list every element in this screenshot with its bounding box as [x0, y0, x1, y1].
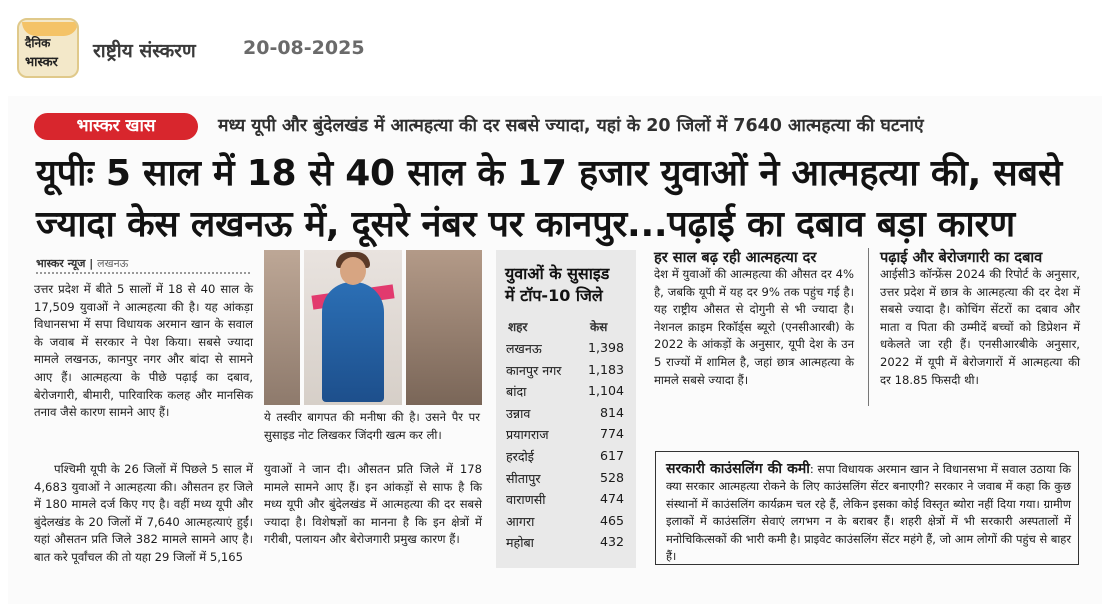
photo-person-face — [340, 257, 366, 285]
table-cell-city: हरदोई — [506, 449, 534, 464]
table-cell-city: आगरा — [506, 513, 535, 529]
headline-line1: यूपीः 5 साल में 18 से 40 साल के 17 हजार युवाओं ने आत्महत्या की, सबसे — [36, 153, 1063, 194]
byline: भास्कर न्यूज | लखनऊ — [36, 257, 129, 270]
table-title — [505, 263, 609, 307]
column-divider — [868, 248, 869, 406]
photo-right — [406, 250, 482, 405]
table-cell-cases: 617 — [599, 448, 624, 463]
table-cell-cases: 814 — [599, 404, 624, 420]
table-row — [504, 362, 630, 382]
table-cell-city: वाराणसी — [506, 492, 546, 508]
logo-line2: भास्कर — [25, 55, 58, 70]
logo-line1: दैनिक — [25, 36, 51, 50]
section-badge: भास्कर खास — [34, 113, 198, 140]
dotted-divider — [36, 272, 251, 274]
table-cell-cases: 1,183 — [587, 361, 624, 377]
table-cell-cases: 1,398 — [587, 340, 624, 355]
table-cell-cases: 1,104 — [587, 383, 624, 399]
photo-person-figure — [322, 282, 384, 402]
table-cell-cases: 774 — [599, 426, 624, 442]
table-row — [504, 534, 630, 554]
subheading-rate: हर साल बढ़ रही आत्महत्या दर — [654, 249, 817, 266]
photo-left — [264, 250, 300, 405]
counselling-title: सरकारी काउंसलिंग की कमी — [666, 461, 810, 477]
table-cell-city: प्रयागराज — [506, 427, 549, 443]
table-cell-city: महोबा — [506, 535, 534, 551]
subheading-pressure: पढ़ाई और बेरोजगारी का दबाव — [880, 249, 1043, 266]
headline-line2: ज्यादा केस लखनऊ में, दूसरे नंबर पर कानपुर...पढ़ाई का दबाव बड़ा कारण — [36, 204, 1015, 245]
body-column-3: देश में युवाओं की आत्महत्या की औसत दर 4% है, जबकि यूपी में यह दर 9% तक पहुंच गई है। यह राष्ट्रीय औसत से दोगुनी से भी ज्यादा है। नेशनल क्राइम रिकॉर्ड्स ब्यूरो (एनसीआरबी) के 2022 के आंकड़ों के अनुसार, यूपी देश के उन 5 राज्यों में शामिल है, जहां छात्र आत्महत्या के मामले सबसे ज्यादा हैं। — [654, 267, 854, 387]
table-cell-city: बांदा — [506, 384, 527, 400]
table-cell-city: उन्नाव — [506, 405, 531, 421]
body-column-2: युवाओं ने जान दी। औसतन प्रति जिले में 178 मामले सामने आए हैं। इन आंकड़ों से साफ है कि मध्य यूपी और बुंदेलखंड में आत्महत्या की दर सबसे ज्यादा है। विशेषज्ञों का मानना है कि इन क्षेत्रों में गरीबी, पलायन और बेरोजगारी प्रमुख कारण हैं। — [264, 462, 482, 547]
table-cell-city: सीतापुर — [506, 470, 541, 486]
byline-place: लखनऊ — [97, 257, 129, 270]
table-cell-cases: 528 — [599, 469, 624, 485]
table-row — [504, 513, 630, 533]
table-row — [504, 405, 630, 425]
table-row — [504, 470, 630, 490]
table-title-line2: में टॉप-10 जिले — [505, 286, 603, 305]
body-column-4: आईसी3 कॉन्फ्रेंस 2024 की रिपोर्ट के अनुसार, उत्तर प्रदेश में छात्र के आत्महत्या की दर देश में सबसे ज्यादा है। कोचिंग सेंटरों का दबाव और माता व पिता की उम्मीदें बच्चों को डिप्रेशन में धकेलते जा रही हैं। एनसीआरबीके अनुसार, 2022 में यूपी में बेरोजगारों में आत्महत्या की दर 18.85 फिसदी थी। — [880, 267, 1080, 387]
table-title-line1: युवाओं के सुसाइड — [505, 264, 610, 283]
table-row — [504, 340, 630, 360]
body-column-1a: उत्तर प्रदेश में बीते 5 सालों में 18 से 40 साल के 17,509 युवाओं ने आत्महत्या की है। यह आंकड़ा विधानसभा में सपा विधायक अरमान खान के सवाल के जवाब में सरकार ने पेश किया। सबसे ज्यादा मामले लखनऊ, कानपुर नगर और बांदा से सामने आए हैं। आत्महत्या के पीछे पढ़ाई का दबाव, बेरोजगारी, बीमारी, पारिवारिक कलह और मानसिक तनाव जैसे कारण सामने आए हैं। — [34, 282, 253, 420]
byline-agency: भास्कर न्यूज — [36, 257, 86, 270]
counselling-text — [666, 461, 1071, 565]
table-cell-cases: 432 — [599, 534, 624, 550]
table-row — [504, 448, 630, 468]
table-cell-cases: 474 — [599, 491, 624, 507]
counselling-body: : सपा विधायक अरमान खान ने विधानसभा में सवाल उठाया कि क्या सरकार आत्महत्या रोकने के लिए काउंसलिंग सेंटर बनाएगी? सरकार ने जवाब में कहा कि कुछ संस्थानों में काउंसलिंग कार्यक्रम चल रहे हैं, लेकिन इसका कोई विस्तृत ब्योरा नहीं दिया गया। ग्रामीण इलाकों में काउंसलिंग सेवाएं लगभग न के बराबर हैं। शहरी क्षेत्रों में भी सरकारी अस्पतालों में मनोचिकित्सकों की भारी कमी है। प्राइवेट काउंसलिंग सेंटर महंगे हैं, जो आम लोगों की पहुंच से बाहर हैं। — [666, 462, 1072, 564]
table-row — [504, 383, 630, 403]
table-row — [504, 426, 630, 446]
body-column-1b: पश्चिमी यूपी के 26 जिलों में पिछले 5 साल में 4,683 युवाओं ने आत्महत्या की। औसतन हर जिले में 180 मामले दर्ज किए गए है। वहीं मध्य यूपी और बुंदेलखंड के 20 जिलों में 7,640 आत्महत्याएं हुईं। यहां औसतन प्रति जिले 382 मामले सामने आए है। बात करे पूर्वांचल की तो यहा 29 जिलों में 5,165 — [34, 462, 253, 564]
photo-caption: ये तस्वीर बागपत की मनीषा की है। उसने पैर पर सुसाइड नोट लिखकर जिंदगी खत्म कर ली। — [264, 410, 480, 442]
table-cell-city: कानपुर नगर — [506, 362, 562, 378]
kicker-line: मध्य यूपी और बुंदेलखंड में आत्महत्या की दर सबसे ज्यादा, यहां के 20 जिलों में 7640 आत्महत्या की घटनाएं — [218, 116, 924, 136]
table-row — [504, 491, 630, 511]
table-cell-cases: 465 — [599, 512, 624, 528]
edition-date: 20-08-2025 — [243, 37, 365, 59]
edition-label: राष्ट्रीय संस्करण — [93, 40, 196, 62]
table-cell-city: लखनऊ — [506, 341, 542, 356]
table-header-cases: केस — [590, 320, 608, 334]
newspaper-logo[interactable] — [17, 18, 79, 78]
table-header-city: शहर — [508, 320, 528, 334]
